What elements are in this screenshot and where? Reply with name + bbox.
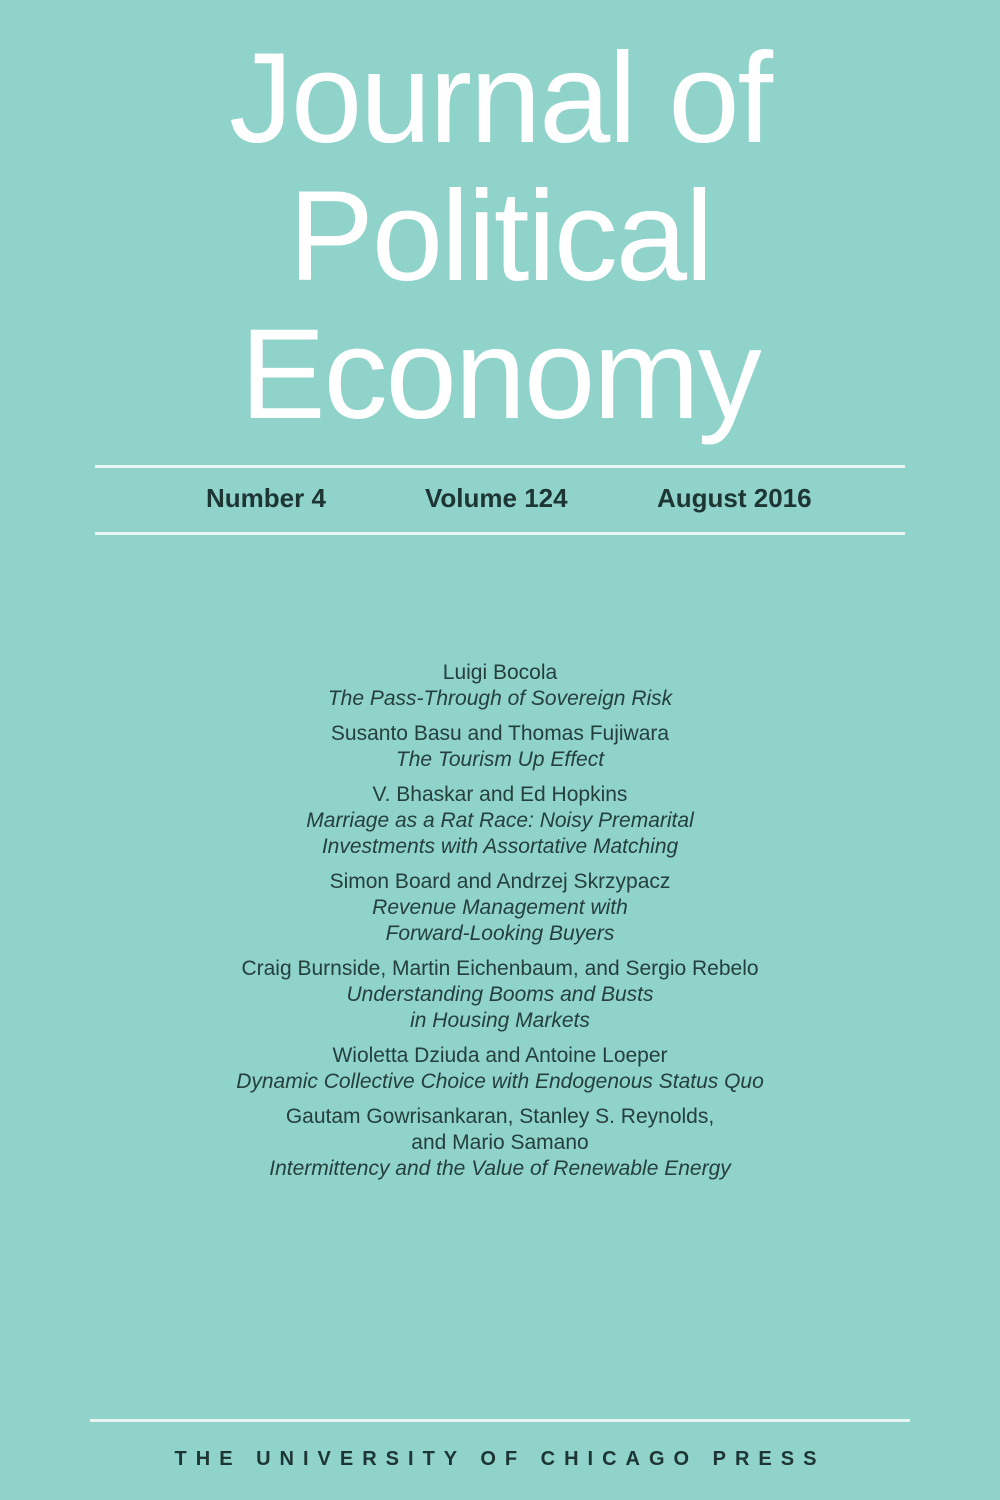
issue-number: Number 4 [206, 483, 326, 513]
journal-title [0, 27, 1000, 446]
journal-title-line: Journal of [228, 27, 772, 170]
article-authors: Gautam Gowrisankaran, Stanley S. Reynolds, [285, 1105, 715, 1128]
article-authors: Luigi Bocola [442, 661, 558, 684]
article-authors: V. Bhaskar and Ed Hopkins [372, 783, 628, 806]
article-title: Intermittency and the Value of Renewable Energy [269, 1157, 731, 1180]
article-authors: Wioletta Dziuda and Antoine Loeper [332, 1044, 668, 1067]
article-authors: Susanto Basu and Thomas Fujiwara [330, 722, 670, 745]
article-entry [0, 782, 1000, 860]
article-authors: and Mario Samano [411, 1131, 589, 1154]
article-title: Dynamic Collective Choice with Endogenous Status Quo [236, 1070, 764, 1093]
article-authors: Craig Burnside, Martin Eichenbaum, and Sergio Rebelo [241, 957, 759, 980]
journal-title-line: Economy [240, 303, 760, 446]
article-entry [0, 1104, 1000, 1182]
article-title: Revenue Management with [372, 896, 628, 919]
article-title: Understanding Booms and Busts [346, 983, 654, 1006]
issue-volume: Volume 124 [425, 483, 568, 513]
article-title: The Pass-Through of Sovereign Risk [327, 687, 673, 710]
article-title: in Housing Markets [410, 1009, 590, 1032]
article-title: Forward-Looking Buyers [385, 922, 615, 945]
article-entry [0, 1043, 1000, 1095]
divider-top [95, 465, 905, 468]
article-authors: Simon Board and Andrzej Skrzypacz [329, 870, 671, 893]
article-title: Investments with Assortative Matching [321, 835, 679, 858]
article-entry [0, 869, 1000, 947]
publisher-name: THE UNIVERSITY OF CHICAGO PRESS [174, 1448, 826, 1470]
article-entry [0, 721, 1000, 773]
issue-date: August 2016 [657, 483, 812, 513]
article-title: Marriage as a Rat Race: Noisy Premarital [306, 809, 694, 832]
article-entry [0, 660, 1000, 712]
journal-title-line: Political [288, 165, 712, 308]
table-of-contents [0, 660, 1000, 1191]
article-entry [0, 956, 1000, 1034]
divider-bottom [90, 1419, 910, 1422]
article-title: The Tourism Up Effect [395, 748, 605, 771]
divider-middle [95, 532, 905, 535]
